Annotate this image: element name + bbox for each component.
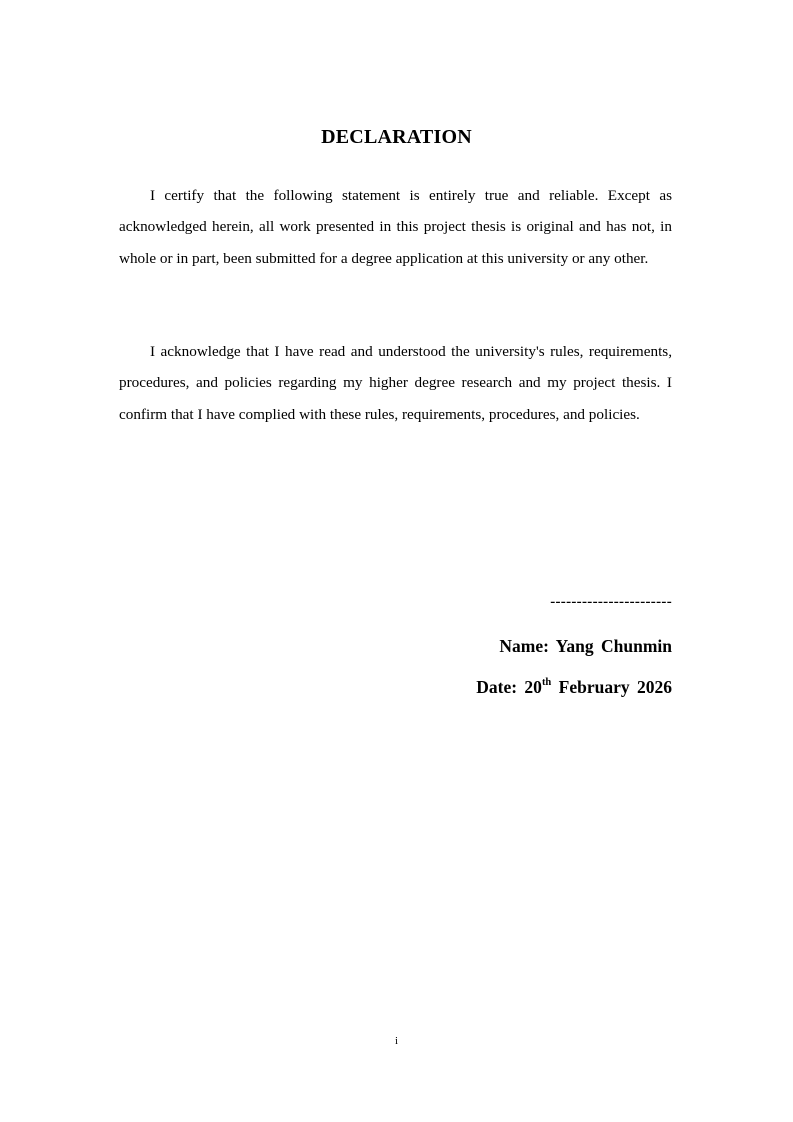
- date-ordinal-suffix: th: [541, 677, 552, 689]
- signature-date: [476, 677, 672, 698]
- signature-line: -----------------------: [550, 594, 672, 610]
- declaration-paragraph-1: I certify that the following statement is entirely true and reliable. Except as acknowledged herein, all work presented in this project thesis is original and has not, in whole or in part, been submitted for a degree application at this university or any other.: [119, 187, 672, 267]
- declaration-paragraph-2: I acknowledge that I have read and understood the university's rules, requirements, procedures, and policies regarding my higher degree research and my project thesis. I confirm that I have complied with these rules, requirements, procedures, and policies.: [119, 343, 672, 423]
- date-month-year: February 2026: [551, 677, 672, 697]
- page-title: DECLARATION: [321, 126, 472, 148]
- page-number: i: [394, 1035, 399, 1047]
- date-prefix: Date: 20: [476, 677, 542, 697]
- signatory-name: Name: Yang Chunmin: [499, 636, 672, 656]
